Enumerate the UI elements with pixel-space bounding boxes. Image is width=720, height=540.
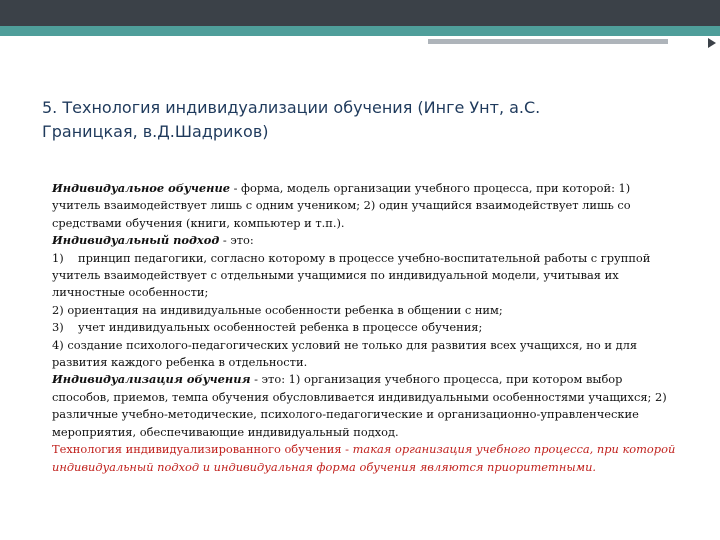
list-item-number: 2) [52, 302, 64, 317]
technology-definition: такая организация учебного процесса, при которой индивидуальный подход и индивидуальная форма обучения являются приоритетными. [52, 442, 676, 474]
header-teal-stripe [0, 26, 720, 36]
list-item [52, 302, 680, 319]
list-item [52, 319, 680, 336]
term-individual-approach: Индивидуальный подход [52, 233, 220, 248]
list-item-text: учет индивидуальных особенностей ребенка в процессе обучения; [78, 320, 483, 335]
definition-text: - это: [219, 233, 254, 248]
definition-technology [52, 441, 680, 476]
definition-text: - форма, модель организации учебного процесса, при которой: 1) учитель взаимодействует лишь с одним учеником; 2) один учащийся взаимодействует лишь со средствами обучения (книги, компьютер и т.п.). [52, 181, 631, 230]
list-item-text: ориентация на индивидуальные особенности ребенка в общении с ним; [67, 302, 503, 317]
slide-title [42, 96, 682, 144]
list-item-number: 3) [52, 320, 64, 335]
slide-title-line-2: Границкая, в.Д.Шадриков) [42, 122, 269, 141]
slide-body [52, 180, 680, 476]
accent-bar [428, 39, 668, 44]
list-item [52, 250, 680, 302]
slide-title-line-1: 5. Технология индивидуализации обучения (Инге Унт, а.С. [42, 98, 541, 117]
definition-individual-learning [52, 180, 680, 232]
triangle-marker-icon [708, 38, 716, 48]
list-item-text: создание психолого-педагогических условий не только для развития всех учащихся, но и для развития каждого ребенка в отдельности. [52, 337, 637, 370]
header-dark-bar [0, 0, 720, 26]
definition-individual-approach [52, 232, 680, 249]
list-item [52, 337, 680, 372]
list-item-number: 1) [52, 250, 64, 265]
list-item-text: принцип педагогики, согласно которому в процессе учебно-воспитательной работы с группой учитель взаимодействует с отдельными учащимися по индивидуальной модели, учитывая их личностные особенности; [52, 250, 651, 300]
technology-lead: Технология индивидуализированного обучения - [52, 442, 353, 457]
definition-text: - это: 1) организация учебного процесса, при котором выбор способов, приемов, темпа обучения обусловливается индивидуальными особенностями учащихся; 2) различные учебно-методические, психолого-педагогические и организационно-управленческие мероприятия, обеспечивающие индивидуальный подход. [52, 372, 667, 439]
term-individual-learning: Индивидуальное обучение [52, 181, 230, 195]
list-item-number: 4) [52, 337, 64, 352]
term-individualization: Индивидуализация обучения [52, 372, 251, 387]
definition-individualization [52, 371, 680, 441]
